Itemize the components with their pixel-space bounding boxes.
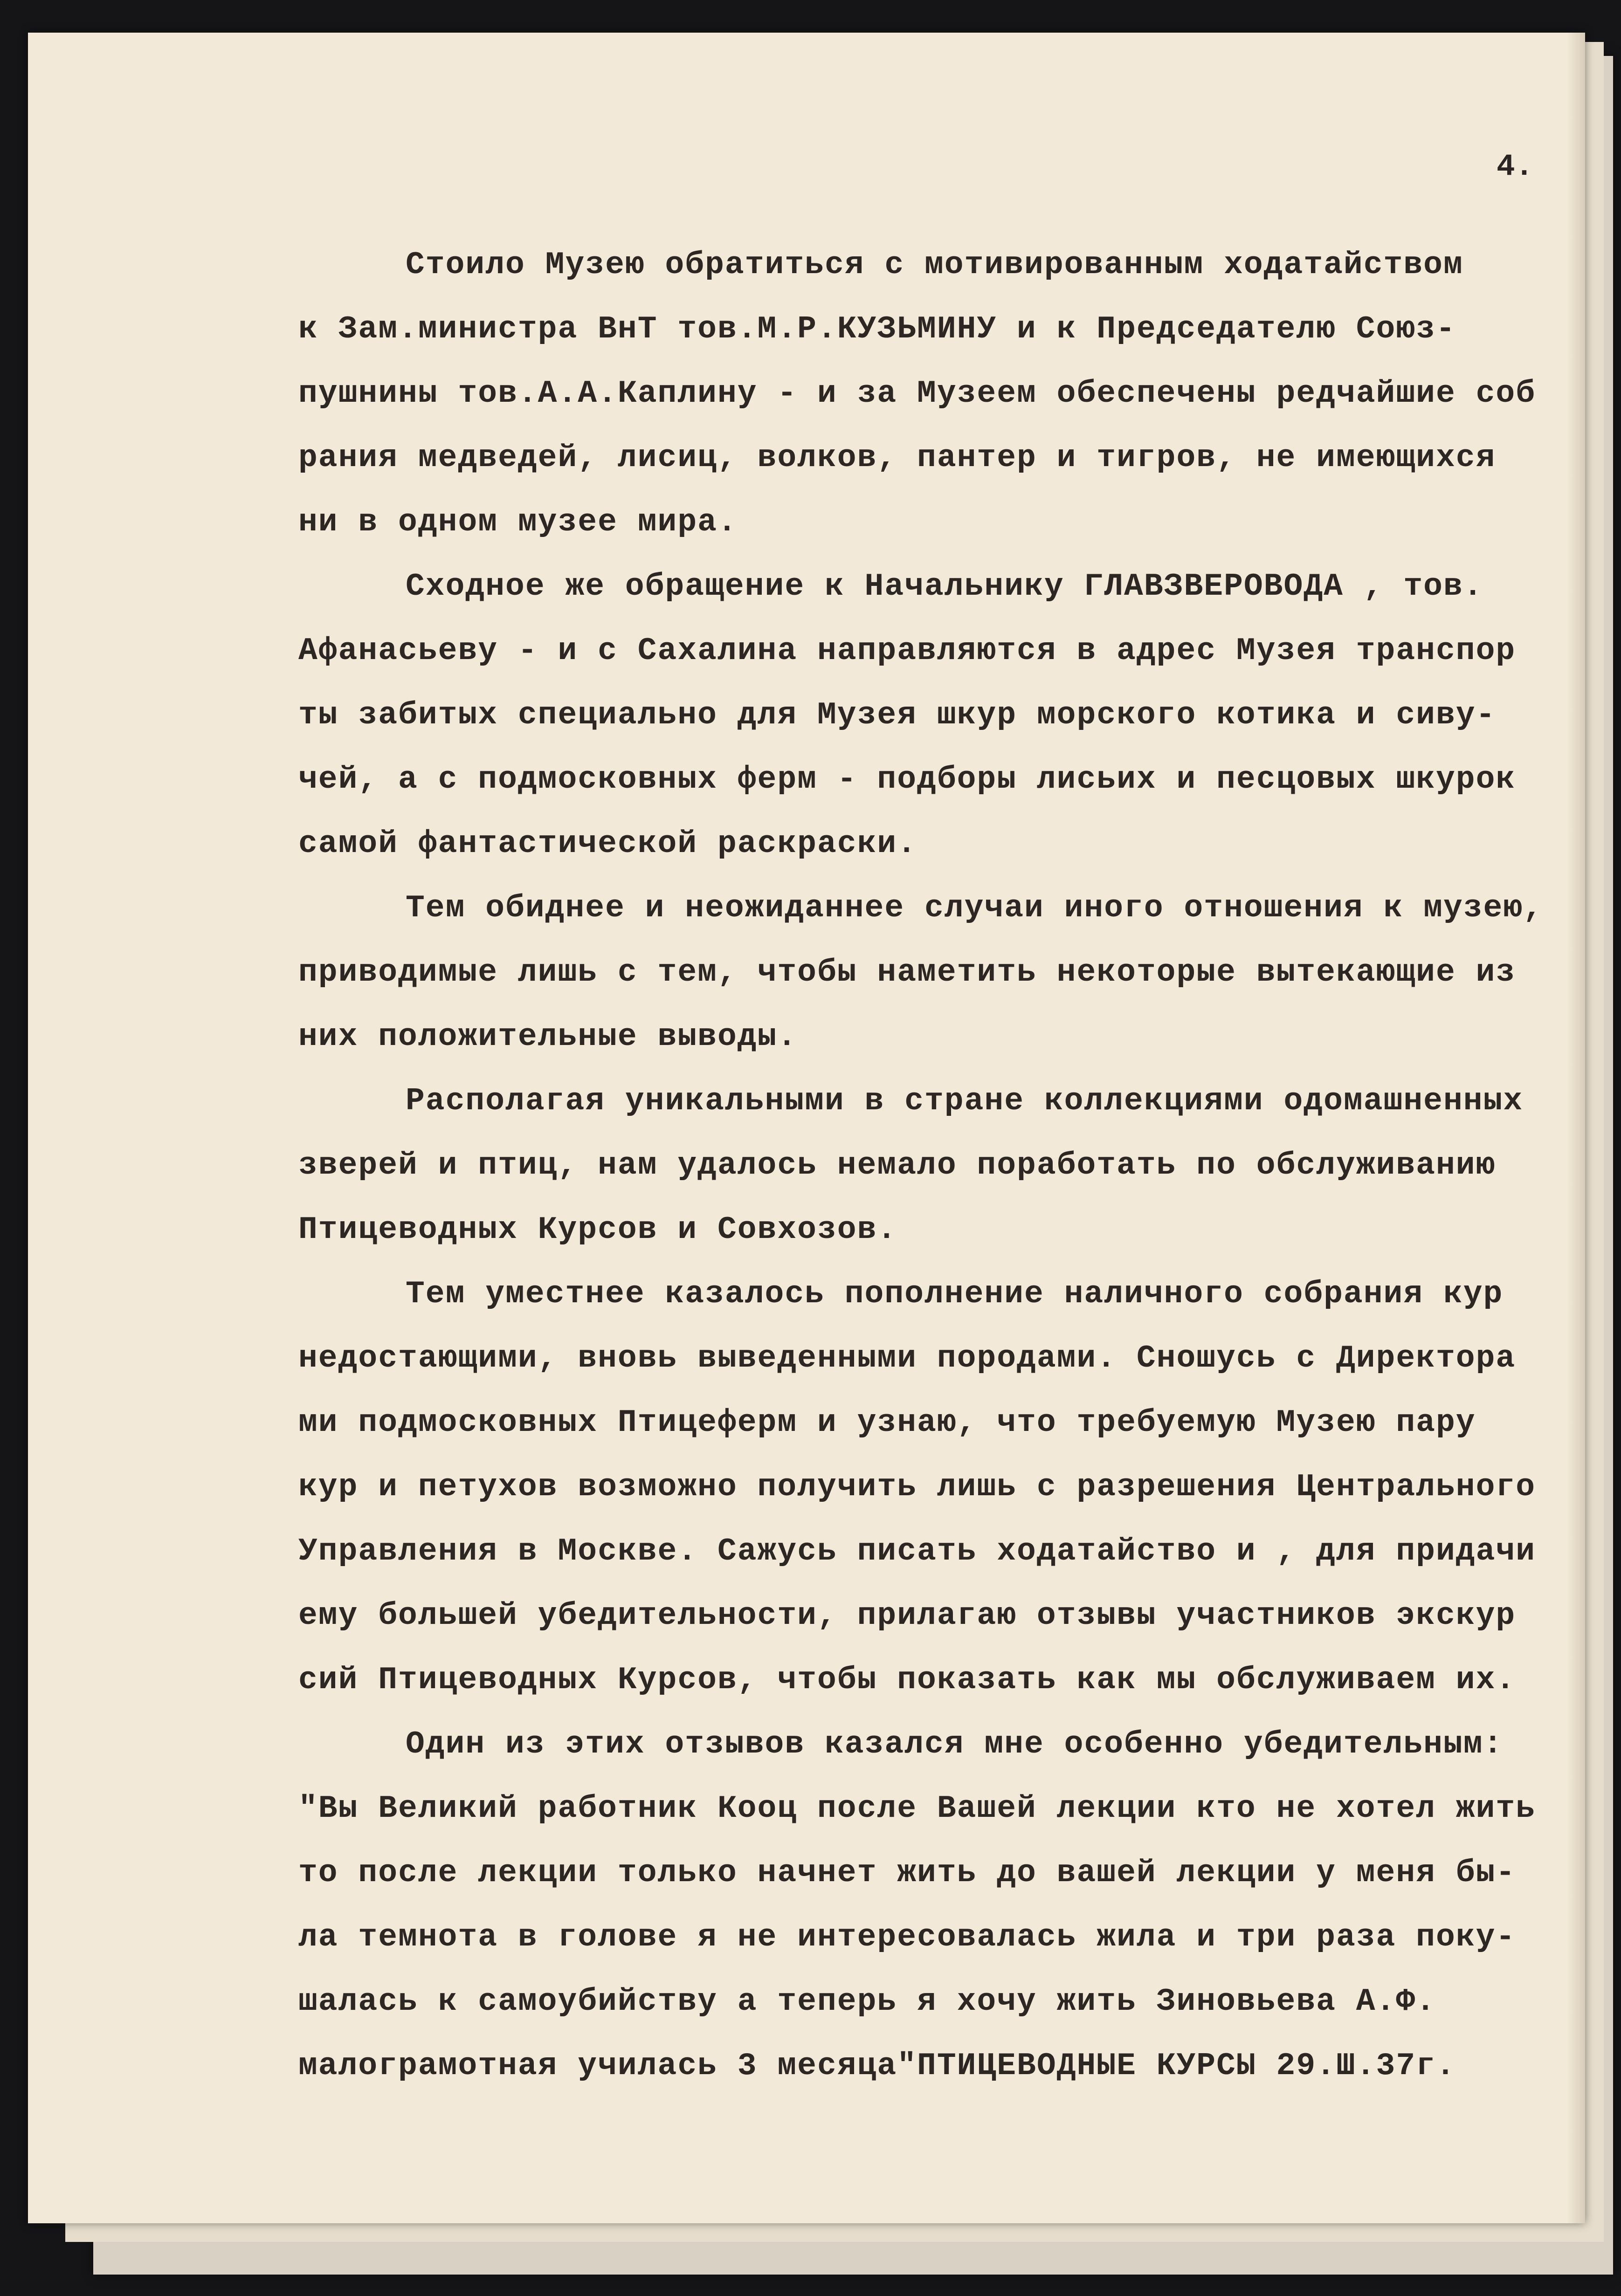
- text-line: Стоило Музею обратиться с мотивированным ходатайством: [406, 247, 1463, 283]
- text-line: шалась к самоубийству а теперь я хочу жить Зиновьева А.Ф.: [298, 1984, 1436, 2020]
- text-line: Один из этих отзывов казался мне особенно убедительным:: [406, 1726, 1504, 1762]
- text-line: ни в одном музее мира.: [298, 504, 738, 540]
- text-line: Афанасьеву - и с Сахалина направляются в адрес Музея транспор: [298, 633, 1516, 669]
- text-line: ла темнота в голове я не интересовалась жила и три раза поку-: [298, 1919, 1516, 1955]
- text-line: к Зам.министра ВнТ тов.М.Р.КУЗЬМИНУ и к Председателю Союз-: [298, 311, 1456, 347]
- text-line: Располагая уникальными в стране коллекциями одомашненных: [406, 1083, 1524, 1119]
- text-line: ми подмосковных Птицеферм и узнаю, что требуемую Музею пару: [298, 1405, 1476, 1441]
- text-line: приводимые лишь с тем, чтобы наметить некоторые вытекающие из: [298, 955, 1516, 990]
- text-line: малограмотная училась 3 месяца"ПТИЦЕВОДНЫЕ КУРСЫ 29.Ш.37г.: [298, 2048, 1456, 2084]
- text-line: чей, а с подмосковных ферм - подборы лисьих и песцовых шкурок: [298, 762, 1516, 797]
- text-line: самой фантастической раскраски.: [298, 826, 917, 862]
- text-line: Тем уместнее казалось пополнение наличного собрания кур: [406, 1276, 1504, 1312]
- page-number: 4.: [1497, 149, 1534, 184]
- text-line: ему большей убедительности, прилагаю отзывы участников экскур: [298, 1598, 1516, 1634]
- text-line: кур и петухов возможно получить лишь с разрешения Центрального: [298, 1469, 1536, 1505]
- text-line: ты забитых специально для Музея шкур морского котика и сиву-: [298, 697, 1496, 733]
- text-line: Управления в Москве. Сажусь писать ходатайство и , для придачи: [298, 1533, 1536, 1569]
- text-line: Тем обиднее и неожиданнее случаи иного отношения к музею,: [406, 890, 1543, 926]
- text-line: зверей и птиц, нам удалось немало поработать по обслуживанию: [298, 1148, 1496, 1183]
- text-line: Сходное же обращение к Начальнику ГЛАВЗВЕРОВОДА , тов.: [406, 569, 1483, 605]
- text-line: "Вы Великий работник Кооц после Вашей лекции кто не хотел жить: [298, 1791, 1536, 1827]
- text-line: рания медведей, лисиц, волков, пантер и тигров, не имеющихся: [298, 440, 1496, 476]
- text-line: них положительные выводы.: [298, 1019, 798, 1055]
- text-line: Птицеводных Курсов и Совхозов.: [298, 1212, 897, 1248]
- text-line: недостающими, вновь выведенными породами. Сношусь с Директора: [298, 1340, 1516, 1376]
- text-line: пушнины тов.А.А.Каплину - и за Музеем обеспечены редчайшие соб: [298, 376, 1536, 412]
- typewritten-text: [298, 233, 1621, 2098]
- document-page: [28, 33, 1585, 2223]
- text-line: то после лекции только начнет жить до вашей лекции у меня бы-: [298, 1855, 1516, 1891]
- text-line: сий Птицеводных Курсов, чтобы показать как мы обслуживаем их.: [298, 1662, 1516, 1698]
